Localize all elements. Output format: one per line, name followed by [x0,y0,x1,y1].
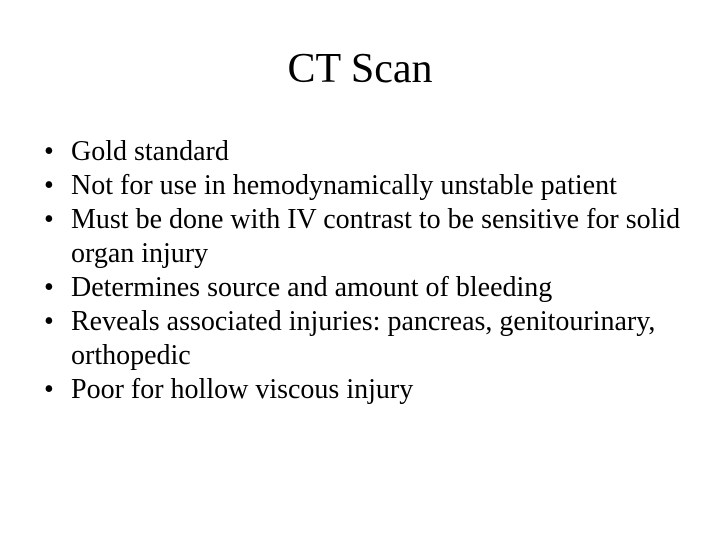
bullet-text: Gold standard [71,136,229,167]
bullet-list [44,135,684,407]
bullet-item [44,135,684,169]
bullet-point-icon: • [44,306,54,337]
bullet-item [44,271,684,305]
bullet-item [44,203,684,271]
bullet-text: Determines source and amount of bleeding [71,272,553,303]
bullet-point-icon: • [44,374,54,405]
bullet-item [44,373,684,407]
slide-title: CT Scan [287,46,433,92]
bullet-text: Not for use in hemodynamically unstable patient [71,170,617,201]
bullet-text: Reveals associated injuries: pancreas, genitourinary, orthopedic [71,306,656,371]
bullet-point-icon: • [44,170,54,201]
bullet-text: Must be done with IV contrast to be sensitive for solid organ injury [71,204,681,269]
bullet-point-icon: • [44,136,54,167]
bullet-text: Poor for hollow viscous injury [71,374,414,405]
bullet-item [44,169,684,203]
bullet-point-icon: • [44,272,54,303]
bullet-point-icon: • [44,204,54,235]
bullet-item [44,305,684,373]
